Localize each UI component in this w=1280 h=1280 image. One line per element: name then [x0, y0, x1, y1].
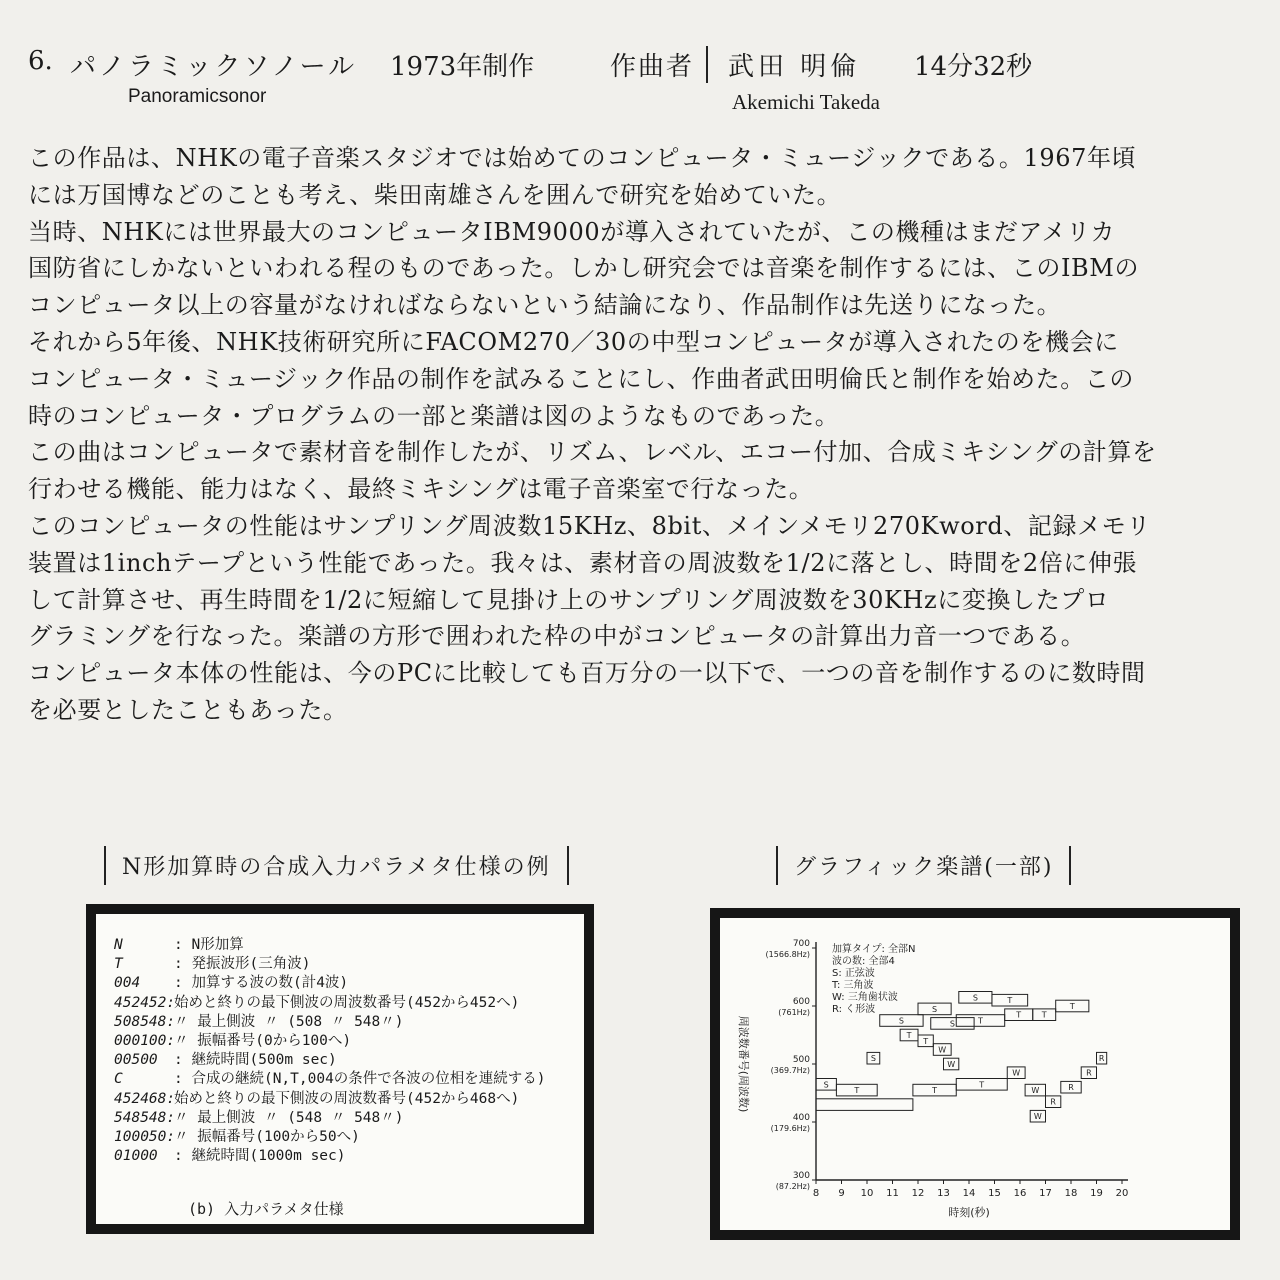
parameter-code: 100050:	[114, 1129, 176, 1146]
legend-entry: R: く形波	[832, 1004, 876, 1015]
parameter-row	[114, 1128, 546, 1147]
graphic-score-figure	[710, 908, 1240, 1240]
parameter-description: 〃 振幅番号(100から50へ)	[174, 1129, 360, 1146]
parameter-code: T	[114, 956, 123, 973]
parameter-row	[114, 1109, 546, 1128]
graphic-score-chart	[720, 918, 1230, 1230]
parameter-list	[114, 936, 546, 1166]
parameter-description: 〃 振幅番号(0から100へ)	[174, 1033, 352, 1050]
score-note-label: S	[870, 1054, 876, 1064]
piece-number: 6.	[28, 46, 53, 76]
body-line: コンピュータ以上の容量がなければならないという結論になり、作品制作は先送りになった。	[28, 291, 1062, 320]
score-note-label: T	[1041, 1010, 1047, 1020]
score-note-box	[816, 1099, 913, 1111]
score-note-label: S	[949, 1019, 955, 1029]
score-note-label: S	[823, 1080, 829, 1090]
parameter-description: : 合成の継続(N,T,004の条件で各波の位相を連続する)	[174, 1071, 546, 1088]
y-tick-frequency: (369.7Hz)	[770, 1066, 810, 1075]
piece-title: パノラミックソノール	[70, 52, 358, 82]
parameter-row	[114, 994, 546, 1013]
composer-label: 作曲者	[610, 46, 708, 83]
score-note-label: R	[1086, 1068, 1092, 1078]
score-note-label: S	[972, 993, 978, 1003]
legend-entry: W: 三角歯状波	[832, 992, 898, 1003]
parameter-description: 始めと終りの最下側波の周波数番号(452から452へ)	[174, 994, 520, 1011]
parameter-code: N	[114, 937, 123, 953]
parameter-description: : 継続時間(1000m sec)	[174, 1148, 346, 1165]
y-tick-label: 500	[792, 1055, 810, 1065]
parameter-row	[114, 1070, 546, 1089]
piece-duration: 14分32秒	[914, 52, 1033, 82]
y-tick-label: 700	[792, 939, 810, 949]
parameter-code: C	[114, 1071, 123, 1088]
score-note-label: T	[932, 1086, 938, 1096]
body-line: このコンピュータの性能はサンプリング周波数15KHz、8bit、メインメモリ270Kword、記録メモリ	[28, 511, 1151, 540]
piece-header	[28, 40, 1258, 120]
parameter-row	[114, 1147, 546, 1166]
body-line: を必要としたこともあった。	[28, 695, 348, 724]
parameter-code: 000100:	[114, 1033, 176, 1050]
score-note-label: W	[1031, 1086, 1040, 1096]
y-tick-frequency: (761Hz)	[778, 1008, 810, 1017]
y-tick-frequency: (1566.8Hz)	[765, 950, 810, 959]
score-note-label: T	[923, 1036, 929, 1046]
parameter-code: 508548:	[114, 1013, 176, 1030]
score-note-label: T	[1069, 1002, 1075, 1011]
figure-right-caption: グラフィック楽譜(一部)	[776, 846, 1071, 885]
parameter-description: : N形加算	[174, 937, 244, 953]
x-tick-label: 11	[886, 1188, 899, 1199]
article-body	[28, 140, 1260, 729]
body-line: 時のコンピュータ・プログラムの一部と楽譜は図のようなものであった。	[28, 401, 840, 430]
x-axis-title: 時刻(秒)	[948, 1206, 990, 1219]
parameter-code: 548548:	[114, 1109, 176, 1126]
body-line: 当時、NHKには世界最大のコンピュータIBM9000が導入されていたが、この機種はまだアメリカ	[28, 217, 1116, 246]
x-tick-label: 12	[911, 1188, 925, 1199]
composer-name: 武田 明倫	[728, 52, 861, 82]
score-note-label: T	[1016, 1010, 1022, 1020]
parameter-code: 01000	[114, 1148, 158, 1165]
y-tick-label: 400	[792, 1113, 810, 1123]
piece-year: 1973年制作	[390, 52, 535, 82]
x-tick-label: 10	[860, 1188, 874, 1199]
score-note-label: W	[938, 1045, 947, 1055]
body-line: それから5年後、NHK技術研究所にFACOM270／30の中型コンピュータが導入されたのを機会に	[28, 327, 1119, 356]
score-note-label: T	[1007, 996, 1013, 1006]
body-line: 装置は1inchテープという性能であった。我々は、素材音の周波数を1/2に落とし、時間を2倍に伸張	[28, 548, 1138, 577]
legend-entry: 波の数: 全部4	[832, 956, 895, 967]
parameter-row	[114, 1013, 546, 1032]
score-note-label: T	[978, 1016, 983, 1026]
body-line: して計算させ、再生時間を1/2に短縮して見掛け上のサンプリング周波数を30KHzに変換したプロ	[28, 585, 1110, 614]
y-axis-title: 周波数番号(周波数)	[737, 1015, 750, 1113]
parameter-description: 〃 最上側波 〃 (508 〃 548〃)	[174, 1013, 404, 1030]
score-note-label: T	[906, 1031, 912, 1040]
y-tick-frequency: (179.6Hz)	[770, 1124, 810, 1133]
parameter-row	[114, 974, 546, 993]
score-note-label: S	[932, 1004, 938, 1014]
parameter-code: 452452:	[114, 994, 176, 1011]
y-tick-label: 300	[792, 1171, 810, 1181]
x-tick-label: 15	[988, 1188, 1001, 1199]
parameter-description: : 発振波形(三角波)	[174, 956, 311, 973]
parameter-description: : 継続時間(500m sec)	[174, 1052, 337, 1069]
legend-entry: T: 三角波	[832, 980, 874, 991]
score-note-label: W	[947, 1060, 956, 1069]
parameter-row	[114, 955, 546, 974]
piece-title-en: Panoramicsonor	[128, 86, 267, 107]
composer-name-en: Akemichi Takeda	[732, 90, 881, 114]
parameter-row	[114, 1090, 546, 1109]
parameter-description: 始めと終りの最下側波の周波数番号(452から468へ)	[174, 1090, 520, 1107]
parameter-spec-figure	[86, 904, 594, 1234]
score-note-label: R	[1098, 1054, 1105, 1064]
parameter-code: 004	[114, 975, 141, 992]
body-line: 行わせる機能、能力はなく、最終ミキシングは電子音楽室で行なった。	[28, 475, 814, 504]
x-tick-label: 20	[1115, 1188, 1129, 1199]
x-tick-label: 17	[1039, 1188, 1052, 1199]
x-tick-label: 18	[1064, 1188, 1078, 1199]
x-tick-label: 16	[1013, 1188, 1027, 1199]
body-line: には万国博などのことも考え、柴田南雄さんを囲んで研究を始めていた。	[28, 180, 842, 209]
body-line: 国防省にしかないといわれる程のものであった。しかし研究会では音楽を制作するには、このIBMの	[28, 254, 1140, 283]
parameter-description: : 加算する波の数(計4波)	[174, 975, 349, 992]
score-note-label: W	[1033, 1112, 1042, 1122]
x-tick-label: 9	[838, 1188, 845, 1199]
legend-entry: S: 正弦波	[832, 968, 875, 979]
score-note-label: W	[1012, 1068, 1021, 1078]
x-tick-label: 14	[962, 1188, 976, 1199]
parameter-figure-subcaption: (b) 入力パラメタ仕様	[188, 1200, 344, 1218]
body-line: コンピュータ・ミュージック作品の制作を試みることにし、作曲者武田明倫氏と制作を始めた。この	[28, 364, 1135, 393]
parameter-code: 00500	[114, 1052, 158, 1069]
parameter-code: 452468:	[114, 1090, 176, 1107]
x-tick-label: 13	[937, 1188, 950, 1199]
x-tick-label: 8	[812, 1188, 820, 1199]
score-note-label: R	[1068, 1083, 1074, 1093]
body-line: この作品は、NHKの電子音楽スタジオでは始めてのコンピュータ・ミュージックである。1967年頃	[28, 144, 1137, 172]
body-line: この曲はコンピュータで素材音を制作したが、リズム、レベル、エコー付加、合成ミキシングの計算を	[28, 438, 1157, 467]
parameter-row	[114, 1051, 546, 1070]
y-tick-label: 600	[792, 997, 810, 1007]
body-line: グラミングを行なった。楽譜の方形で囲われた枠の中がコンピュータの計算出力音一つである。	[28, 622, 1086, 651]
score-note-label: S	[898, 1016, 904, 1026]
score-note-label: T	[979, 1080, 985, 1090]
body-line: コンピュータ本体の性能は、今のPCに比較しても百万分の一以下で、一つの音を制作するのに数時間	[28, 659, 1146, 688]
parameter-row	[114, 1032, 546, 1051]
score-note-label: T	[854, 1086, 860, 1096]
y-tick-frequency: (87.2Hz)	[775, 1182, 810, 1191]
parameter-description: 〃 最上側波 〃 (548 〃 548〃)	[174, 1109, 404, 1126]
legend-entry: 加算タイプ: 全部N	[832, 944, 916, 955]
x-tick-label: 19	[1090, 1188, 1103, 1199]
parameter-row	[114, 936, 546, 955]
figure-left-caption: N形加算時の合成入力パラメタ仕様の例	[104, 846, 569, 885]
score-note-label: R	[1050, 1097, 1056, 1107]
